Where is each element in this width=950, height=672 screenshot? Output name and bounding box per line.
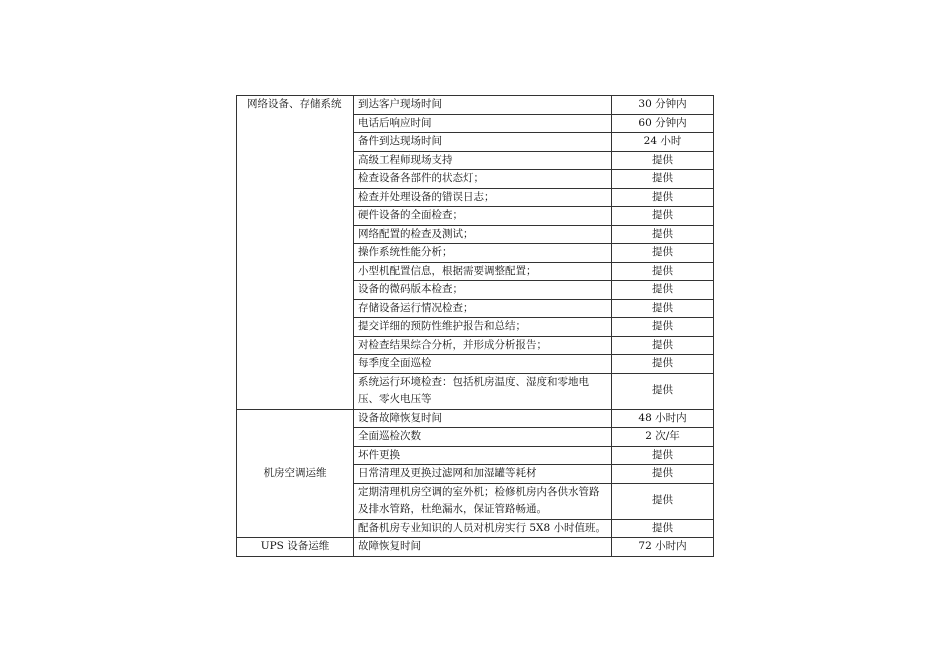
value-cell: 提供 <box>612 355 714 374</box>
service-table <box>236 95 714 557</box>
category-cell: 机房空调运维 <box>237 409 354 538</box>
item-cell: 全面巡检次数 <box>354 428 612 447</box>
item-cell: 硬件设备的全面检查； <box>354 207 612 226</box>
item-cell: 网络配置的检查及测试； <box>354 225 612 244</box>
value-cell: 提供 <box>612 262 714 281</box>
table-row <box>237 96 714 115</box>
item-cell: 检查设备各部件的状态灯； <box>354 170 612 189</box>
value-cell: 72 小时内 <box>612 538 714 557</box>
item-cell: 设备故障恢复时间 <box>354 409 612 428</box>
item-cell: 系统运行环境检查：包括机房温度、湿度和零地电压、零火电压等 <box>354 373 612 409</box>
value-cell: 提供 <box>612 336 714 355</box>
value-cell: 提供 <box>612 151 714 170</box>
value-cell: 30 分钟内 <box>612 96 714 115</box>
item-cell: 设备的微码版本检查； <box>354 281 612 300</box>
item-cell: 定期清理机房空调的室外机；检修机房内各供水管路及排水管路，杜绝漏水，保证管路畅通。 <box>354 483 612 519</box>
item-cell: 对检查结果综合分析，并形成分析报告； <box>354 336 612 355</box>
value-cell: 24 小时 <box>612 133 714 152</box>
item-cell: 存储设备运行情况检查； <box>354 299 612 318</box>
item-cell: 坏件更换 <box>354 446 612 465</box>
item-cell: 检查并处理设备的错误日志； <box>354 188 612 207</box>
value-cell: 提供 <box>612 519 714 538</box>
value-cell: 提供 <box>612 465 714 484</box>
item-cell: 操作系统性能分析； <box>354 244 612 263</box>
value-cell: 提供 <box>612 318 714 337</box>
value-cell: 2 次/年 <box>612 428 714 447</box>
value-cell: 提供 <box>612 170 714 189</box>
value-cell: 提供 <box>612 373 714 409</box>
item-cell: 故障恢复时间 <box>354 538 612 557</box>
value-cell: 60 分钟内 <box>612 114 714 133</box>
value-cell: 提供 <box>612 225 714 244</box>
category-cell: UPS 设备运维 <box>237 538 354 557</box>
value-cell: 提供 <box>612 446 714 465</box>
value-cell: 提供 <box>612 483 714 519</box>
value-cell: 提供 <box>612 281 714 300</box>
item-cell: 备件到达现场时间 <box>354 133 612 152</box>
item-cell: 配备机房专业知识的人员对机房实行 5X8 小时值班。 <box>354 519 612 538</box>
item-cell: 高级工程师现场支持 <box>354 151 612 170</box>
item-cell: 小型机配置信息，根据需要调整配置； <box>354 262 612 281</box>
item-cell: 到达客户现场时间 <box>354 96 612 115</box>
value-cell: 提供 <box>612 299 714 318</box>
item-cell: 每季度全面巡检 <box>354 355 612 374</box>
table-row <box>237 409 714 428</box>
item-cell: 日常清理及更换过滤网和加湿罐等耗材 <box>354 465 612 484</box>
value-cell: 提供 <box>612 188 714 207</box>
value-cell: 提供 <box>612 207 714 226</box>
item-cell: 提交详细的预防性维护报告和总结； <box>354 318 612 337</box>
value-cell: 提供 <box>612 244 714 263</box>
category-cell: 网络设备、存储系统 <box>237 96 354 410</box>
value-cell: 48 小时内 <box>612 409 714 428</box>
item-cell: 电话后响应时间 <box>354 114 612 133</box>
table-row <box>237 538 714 557</box>
